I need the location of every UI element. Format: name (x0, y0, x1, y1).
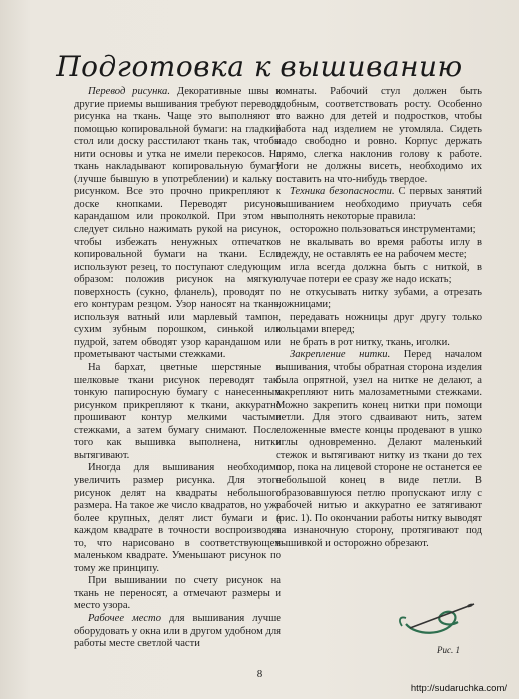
paragraph-text: На бархат, цветные шерстяные и шелковые ткани рисунок переводят так: тонкую папиросную бумагу с нанесенным рисунком прикрепляют к ткани, аккуратно прошивают контур мелкими частыми стежками, а затем бумагу снимают. После того как вышивка выполнена, нитки вытягивают. (74, 362, 281, 461)
paragraph-lead: Рабочее место (88, 612, 161, 624)
paragraph-text: не откусывать нитку зубами, а отрезать ножницами; (276, 286, 482, 311)
paragraph-text: Декоративные швы и другие приемы вышивания требуют перевода рисунка на ткань. Чаще это выполняют с помощью копировальной бумаги: на гладкий стол или доску расстилают ткань так, чтобы нити основы и утка не имели перекосов. На ткань накладывают копировальную бумагу (лучше бывшую в употреблении) и кальку с рисунком. Все это прочно прикрепляют к доске кнопками. Переводят рисунок карандашом или проколкой. При этом не следует сильно нажимать рукой на рисунок, чтобы избежать ненужных отпечатков копировальной бумаги на ткани. Если используют резец, то поступают следующим образом: положив рисунок на мягкую поверхность (сукно, фланель), проводят по его контурам резцом. Узор наносят на ткань, используя ватный или марлевый тампон, сухим зубным порошком, синькой или пудрой, затем обводят узор карандашом или прометывают частыми стежками. (74, 86, 281, 361)
paragraph-text: для вышивания лучше оборудовать у окна или в другом удобном для работы месте светлой части (74, 612, 281, 650)
right-column-paragraph (276, 349, 482, 550)
right-column-paragraph (276, 287, 482, 312)
right-column (276, 86, 482, 550)
left-column-paragraph (74, 613, 281, 651)
left-column-paragraph (74, 462, 281, 575)
right-column-paragraph (276, 237, 482, 262)
paragraph-text: не брать в рот нитку, ткань, иголки. (290, 336, 450, 348)
page-number: 8 (256, 668, 263, 680)
right-column-paragraph (276, 262, 482, 287)
paragraph-text: комнаты. Рабочий стул должен быть удобным, соответствовать росту. Особенно это важно для детей и подростков, чтобы работа над изделием не утомляла. Сидеть надо свободно и ровно. Корпус держать прямо, слегка наклонив голову к работе. Ноги не должны висеть, необходимо их поставить на что-нибудь твердое. (276, 86, 482, 185)
page-title: Подготовка к вышиванию (56, 50, 463, 83)
paragraph-lead: Закрепление нитки. (290, 349, 391, 361)
right-column-paragraph (276, 186, 482, 224)
needle-icon (410, 604, 474, 628)
left-column-paragraph (74, 362, 281, 462)
paragraph-lead: Техника безопасности. (290, 186, 395, 198)
thread-tail (400, 617, 406, 626)
paragraph-text: С первых занятий вышиванием необходимо приучать себя выполнять некоторые правила: (276, 186, 482, 223)
paragraph-text: не вкалывать во время работы иглу в одежду, не оставлять ее на рабочем месте; (276, 236, 482, 261)
right-column-paragraph (276, 86, 482, 186)
paragraph-text: передавать ножницы друг другу только кольцами вперед; (276, 311, 482, 336)
figure-caption: Рис. 1 (437, 645, 460, 655)
paragraph-text: Иногда для вышивания необходимо увеличить размер рисунка. Для этого рисунок делят на квадраты небольшого размера. На такое же число квадратов, но уже более крупных, делят лист бумаги и в каждом квадрате в точности воспроизводят то, что нарисовано в соответствующем маленьком квадрате. Уменьшают рисунок по тому же принципу. (74, 462, 281, 574)
right-column-paragraph (276, 224, 482, 237)
paragraph-text: игла всегда должна быть с ниткой, в случае потери ее сразу же надо искать; (276, 261, 482, 286)
thread-loop (406, 612, 458, 633)
left-column-paragraph (74, 86, 281, 362)
needle-loop-illustration (396, 590, 476, 640)
paragraph-text: Перед началом вышивания, чтобы обратная сторона изделия была опрятной, узел на нитке не делают, а закрепляют нить малозаметными стежками. Можно закрепить конец нитки при помощи петли. Для этого сдваивают нить, затем сложенные вместе концы продевают в ушко иглы одновременно. Делают маленький стежок и вытягивают нитку из ткани до тех пор, пока на лицевой стороне не останется ее небольшой конец в виде петли. В образовавшуюся петлю пропускают иглу с рабочей нитью и аккуратно ее затягивают (рис. 1). По окончании работы нитку выводят на изнаночную сторону, протягивают под вышивкой и осторожно обрезают. (276, 349, 482, 549)
right-column-paragraph (276, 337, 482, 350)
paragraph-text: При вышивании по счету рисунок на ткань не переносят, а отмечают размеры и место узора. (74, 575, 281, 612)
paragraph-text: осторожно пользоваться инструментами; (290, 224, 476, 236)
left-column-paragraph (74, 575, 281, 613)
right-column-paragraph (276, 312, 482, 337)
paragraph-lead: Перевод рисунка. (88, 86, 170, 97)
left-column (74, 86, 281, 651)
watermark-url: http://sudaruchka.com/ (410, 683, 507, 694)
